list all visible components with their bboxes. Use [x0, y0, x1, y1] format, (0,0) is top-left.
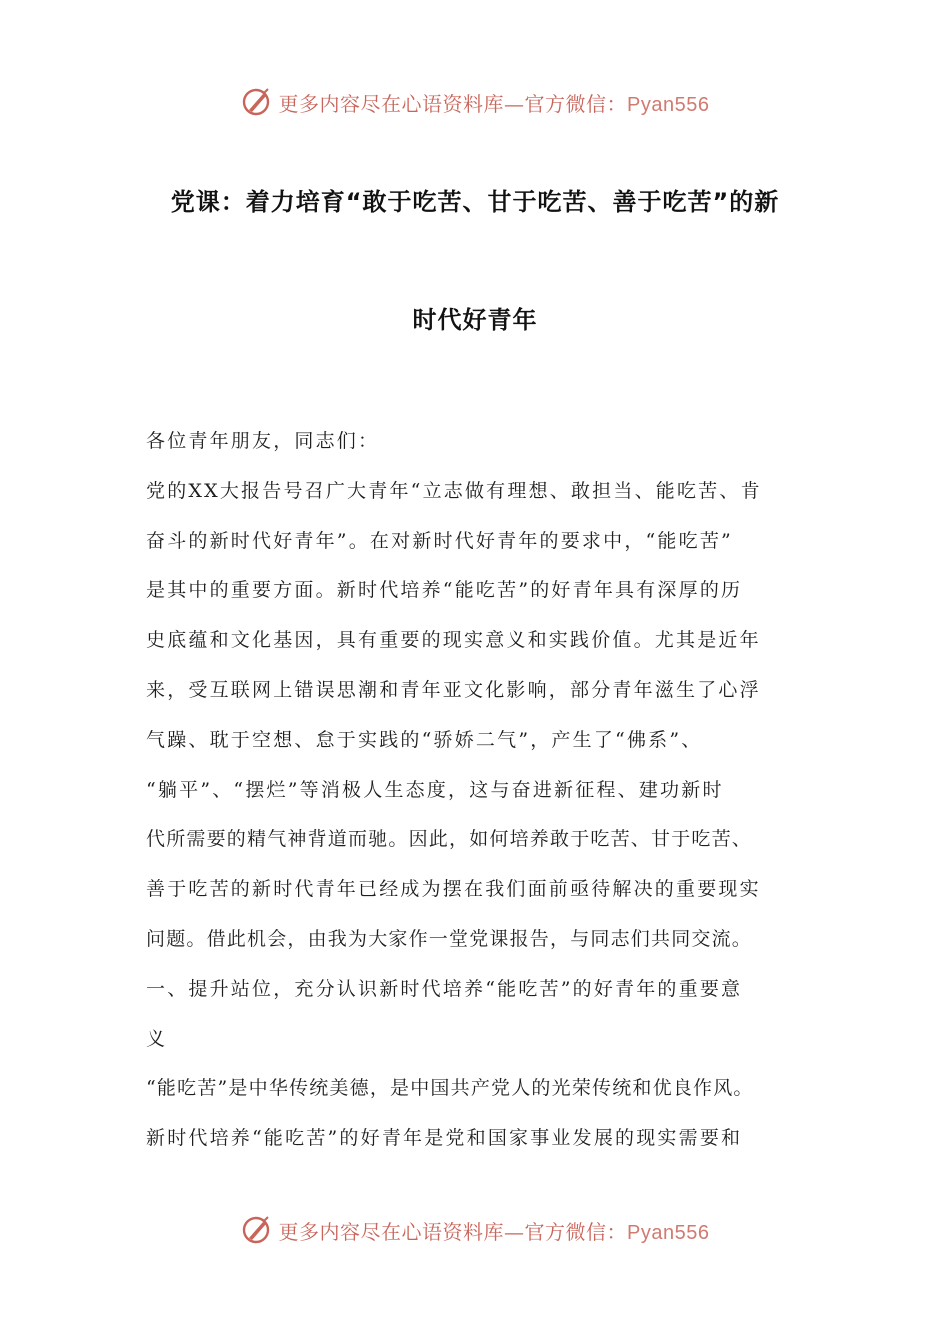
- body-line: 代所需要的精气神背道而驰。因此，如何培养敢于吃苦、甘于吃苦、: [146, 828, 753, 851]
- body-line: 各位青年朋友，同志们：: [146, 430, 380, 452]
- pen-logo-icon: [241, 1214, 273, 1246]
- body-line: 来，受互联网上错误思潮和青年亚文化影响，部分青年滋生了心浮: [146, 678, 761, 701]
- banner-text: 更多内容尽在心语资料库—官方微信：Pyan556: [278, 91, 710, 116]
- body-line: 气躁、耽于空想、怠于实践的“骄娇二气”，产生了“佛系”、: [146, 728, 703, 751]
- document-title-line-2: 时代好青年: [412, 306, 538, 334]
- pen-logo-icon: [241, 86, 273, 118]
- body-line: “躺平”、“摆烂”等消极人生态度，这与奋进新征程、建功新时: [146, 778, 724, 801]
- banner-handle: Pyan556: [627, 93, 710, 116]
- body-line: 奋斗的新时代好青年”。在对新时代好青年的要求中，“能吃苦”: [146, 529, 733, 552]
- section-heading-line: 义: [146, 1027, 168, 1050]
- banner-handle: Pyan556: [627, 1221, 710, 1244]
- document-title-line-1: 党课：着力培育“敢于吃苦、甘于吃苦、善于吃苦”的新: [170, 188, 780, 216]
- body-line: 善于吃苦的新时代青年已经成为摆在我们面前亟待解决的重要现实: [146, 878, 761, 901]
- body-line: 党的XX大报告号召广大青年“立志做有理想、敢担当、能吃苦、肯: [146, 479, 762, 502]
- body-line: “能吃苦”是中华传统美德，是中国共产党人的光荣传统和优良作风。: [146, 1077, 754, 1100]
- document-body: [146, 417, 836, 1164]
- banner-text: 更多内容尽在心语资料库—官方微信：Pyan556: [278, 1219, 710, 1244]
- section-heading-line: 一、提升站位，充分认识新时代培养“能吃苦”的好青年的重要意: [146, 977, 743, 1000]
- body-line: 新时代培养“能吃苦”的好青年是党和国家事业发展的现实需要和: [146, 1127, 743, 1150]
- footer-watermark-banner: [0, 1210, 950, 1250]
- body-line: 问题。借此机会，由我为大家作一堂党课报告，与同志们共同交流。: [146, 927, 753, 950]
- body-line: 史底蕴和文化基因，具有重要的现实意义和实践价值。尤其是近年: [146, 629, 761, 652]
- header-watermark-banner: [0, 82, 950, 122]
- body-line: 是其中的重要方面。新时代培养“能吃苦”的好青年具有深厚的历: [146, 579, 743, 602]
